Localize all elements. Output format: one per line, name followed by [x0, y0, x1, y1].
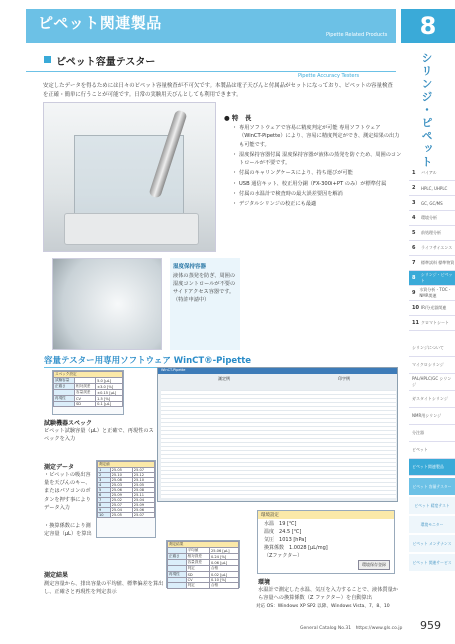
side-button[interactable]: ピペット メンテナンス [409, 535, 455, 552]
product-heading [26, 50, 396, 72]
sidebar-categories [409, 166, 455, 331]
humidity-box-title: 湿度保持容器 [173, 264, 207, 270]
subnav-item[interactable]: NMR用シリンジ [409, 408, 455, 425]
env-value[interactable]: 1013 [hPa] [279, 537, 307, 543]
spec-label: 試験機器スペック [44, 420, 93, 427]
result-table: 測定結果 平均値 25.06 [μL] 正確さ 相対誤差 0.24 [%] 容量誤差 0.06 [μL] 判定 合格 再現性 SD 0.02 [μL] CV 0.10 [%] 判定 合格 [167, 541, 239, 589]
spec-body: ピペット試験容量（μL）と正確で、再現性のスペックを入力 [44, 428, 154, 443]
data-table: 測定値 1 25.05 25.07 2 25.10 25.12 3 25.08 25.10 4 25.03 25.05 5 25.06 25.08 6 25.09 25.11 7 25.02 25.04 8 25.07 25.09 9 25.04 25.06 10 25.05 25.07 [97, 461, 155, 518]
sidebar-item-chromato[interactable]: 11 クロマトシート [409, 316, 455, 331]
window-titlebar: WinCT-Pipette [158, 368, 397, 374]
side-button[interactable]: ピペット 容量テスター [409, 478, 455, 495]
side-button[interactable]: ピペット 精度テスト [409, 497, 455, 514]
feature-item: ・ USB 通信キット、校正用分銅（FX-300i+PT のみ）が標準付属 [232, 180, 402, 188]
software-screenshot [157, 367, 398, 502]
section-header [26, 9, 396, 43]
sidebar-item-lifescience[interactable]: 6 ライフサイエンス [409, 241, 455, 256]
side-button[interactable]: 環境モニター [409, 516, 455, 533]
screen-label-print: 印字例 [338, 376, 350, 381]
result-body: 測定容量から、排出容量の平均値、標準偏差を算出し、正確さと再現性を判定表示 [44, 581, 164, 596]
env-value: 1.0028 [μL/mg] [289, 545, 328, 551]
footer-catalog: General Catalog No.31 https://www.gls.co.jp [300, 626, 403, 631]
env-panel-title: 環境設定 [258, 511, 394, 519]
spec-table: スペック設定 試験容量 5.0 [μL] 正確さ 相対誤差 ±3.0 [%] 容量誤差 ±0.15 [μL] 再現性 CV 1.5 [%] SD 0.1 [μL] [53, 371, 123, 407]
sidebar-item-hplc[interactable]: 2 HPLC, UHPLC [409, 181, 455, 196]
feature-item: ・ 専用ソフトウェアで容易に精度判定が可能 専用ソフトウェア（WinCT-Pipette）により、容易に精度判定ができ、測定結果の出力も可能です。 [232, 124, 402, 149]
subnav-item[interactable]: 分注器 [409, 425, 455, 442]
humidity-box-body: 液体の蒸発を防ぎ、周囲の湿度コントロールが不要のサイドアクセス容器です。（特許申請中） [173, 273, 236, 303]
section-title: ピペット関連製品 [38, 14, 162, 32]
vertical-section-title: シリンジ・ピペット [420, 52, 433, 169]
screen-grid [161, 390, 396, 498]
side-button[interactable]: ピペット 関連サービス [409, 554, 455, 571]
subnav-item[interactable]: PAL/HPLC/GC シリンジ [409, 374, 455, 391]
footer [0, 617, 455, 644]
sidebar-item-vial[interactable]: 1 バイアル [409, 166, 455, 181]
product-title: ピペット容量テスター [56, 57, 156, 68]
heading-square-icon [44, 56, 51, 63]
sidebar-item-ir[interactable]: 10 IR/分光器関連 [409, 301, 455, 316]
section-number: 8 [401, 9, 455, 43]
feature-item: ・ 付属のキャリングケースにより、持ち運びが可能 [232, 169, 402, 177]
result-label: 測定結果 [44, 572, 69, 579]
features-list [232, 124, 402, 211]
env-row: 換算係数 1.0028 [μL/mg] [264, 545, 328, 551]
product-title-en: Pipette Accuracy Testers [298, 73, 360, 79]
env-body: 水温計で測定した水温、気圧を入力することで、液体質量から容量への換算係数（Z ファクター）を自動算出 [258, 587, 398, 602]
features-heading: ● 特 長 [224, 114, 252, 122]
subnav-item-active[interactable]: ピペット関連製品 [409, 459, 455, 476]
balance-photo [43, 102, 216, 252]
sidebar-item-gc[interactable]: 3 GC, GC/MS [409, 196, 455, 211]
feature-item: ・ 湿度保持容器付属 湿度保持容器が液体の蒸発を防ぐため、周囲のコントロールが不要です。 [232, 151, 402, 168]
product-intro: 安定したデータを得るためには日々のピペット容量検査が不可欠です。本製品は電子天びんと付属品がセットになっており、ピペットの容量検査を正確・簡単に行うことが可能です。日常の実験用天びんとしても利用できます。 [43, 83, 393, 98]
result-panel [166, 540, 240, 588]
screen-label-measure: 測定例 [218, 376, 230, 381]
env-label: 環境 [258, 579, 271, 586]
sidebar-buttons [409, 478, 455, 573]
measure-label: 測定データ [44, 464, 75, 471]
env-value[interactable]: 24.5 [℃] [279, 529, 302, 535]
sidebar-subcategories [409, 340, 455, 476]
software-heading: 容量テスター用専用ソフトウェア WinCT®-Pipette [44, 356, 252, 366]
humidity-container-photo [52, 258, 162, 350]
env-value[interactable]: 19 [℃] [279, 521, 297, 527]
env-row: 水温 19 [℃] [264, 521, 297, 527]
env-row: 温度 24.5 [℃] [264, 529, 302, 535]
subnav-item[interactable]: シリンジについて [409, 340, 455, 357]
sidebar-item-standards[interactable]: 7 標準試料 標準物質 [409, 256, 455, 271]
page-number: 959 [420, 619, 441, 632]
env-row: 気圧 1013 [hPa] [264, 537, 307, 543]
humidity-box [170, 258, 240, 350]
subnav-item[interactable]: マイクロシリンジ [409, 357, 455, 374]
env-row: （Zファクター） [264, 553, 303, 559]
measure-body-1: ・ピペットの吸出容量を天びんのキー、またはパソコンのボタンを押す事によりデータ入力 [44, 472, 91, 511]
balance-base [64, 213, 199, 245]
subnav-item[interactable]: ピペット [409, 442, 455, 459]
feature-item: ・ デジタルシリンジの校正にも最適 [232, 200, 402, 208]
data-panel [96, 460, 156, 538]
section-subtitle-en: Pipette Related Products [326, 32, 388, 38]
feature-item: ・ 付属の水温計で検査時の最大誤差要因を解消 [232, 190, 402, 198]
sidebar-item-syringe[interactable]: 8 シリンジ・ピペット [409, 271, 455, 286]
sidebar-item-water[interactable]: 9 水質分析・TOC・NMR関連 [409, 286, 455, 301]
sidebar-item-prep[interactable]: 5 前処理分析 [409, 226, 455, 241]
spec-panel [52, 370, 124, 415]
env-panel [257, 510, 395, 574]
env-save-button[interactable]: 環境保存登録 [358, 560, 390, 570]
os-note: 対応 OS：Windows XP SP2 以降、Windows Vista、7、8、10 [256, 604, 390, 609]
sidebar-item-environment[interactable]: 4 環境分析 [409, 211, 455, 226]
env-rows [258, 519, 394, 561]
measure-body-2: ・換算係数により測定容量（μL）を算出 [44, 523, 92, 538]
subnav-item[interactable]: ガスタイトシリンジ [409, 391, 455, 408]
